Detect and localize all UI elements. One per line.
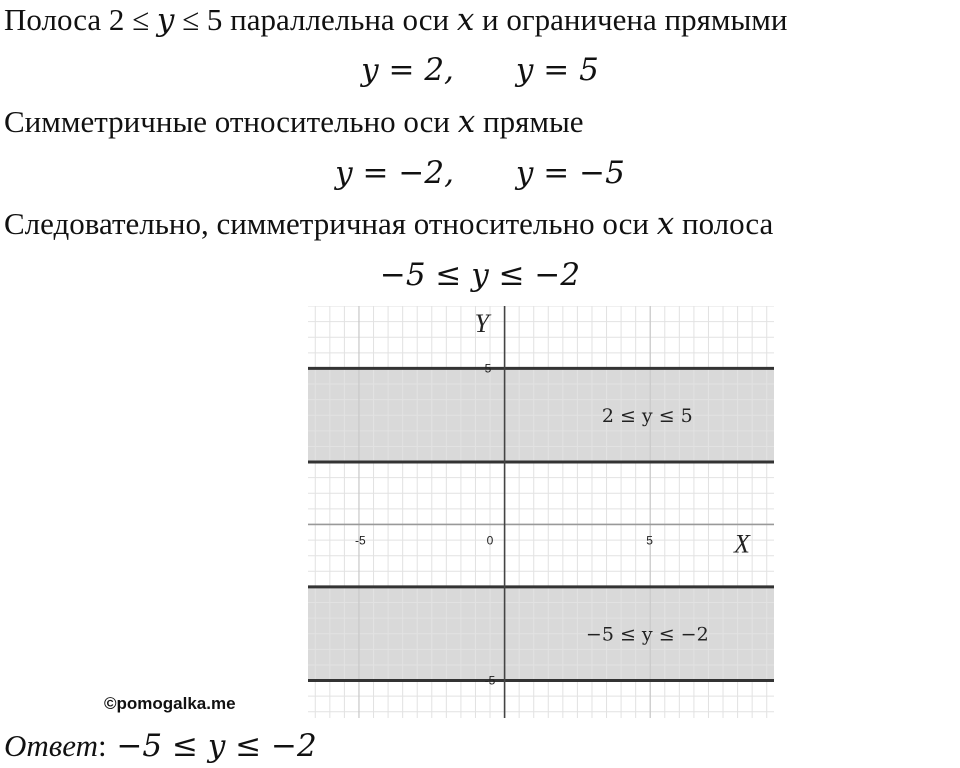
answer-value: −5 ≤ 𝑦 ≤ −2 [106,728,317,764]
y-axis-label: Y [474,309,490,338]
equation-y-5: 𝑦 = 5 [515,52,599,88]
equation-y-2: 𝑦 = 2, [361,52,454,88]
band-label-2: −5 ≤ y ≤ −2 [585,623,709,646]
equations-2 [0,155,960,191]
answer-label: Ответ [4,728,98,763]
x-tick-label: -5 [354,533,366,548]
band-label-1: 2 ≤ y ≤ 5 [601,405,693,428]
text-line-2: Симметричные относительно оси 𝑥 прямые [4,104,584,139]
result-inequality: −5 ≤ 𝑦 ≤ −2 [379,257,581,293]
equation-y-minus-2: 𝑦 = −2, [335,155,454,191]
watermark: ©pomogalka.me [104,694,236,713]
equation-y-minus-5: 𝑦 = −5 [515,155,625,191]
strip-graph [308,306,774,718]
equations-1 [0,52,960,88]
y-tick-label: -5 [484,673,496,688]
answer [4,728,317,764]
x-tick-label: 0 [486,533,494,548]
x-axis-label: X [734,529,750,559]
x-tick-label: 5 [646,533,653,548]
y-tick-label: 5 [484,361,492,376]
text-line-3: Следовательно, симметричная относительно оси 𝑥 полоса [4,206,774,241]
text-line-1: Полоса 2 ≤ 𝑦 ≤ 5 параллельна оси 𝑥 и ограничена прямыми [4,2,788,37]
answer-colon: : [97,728,107,763]
